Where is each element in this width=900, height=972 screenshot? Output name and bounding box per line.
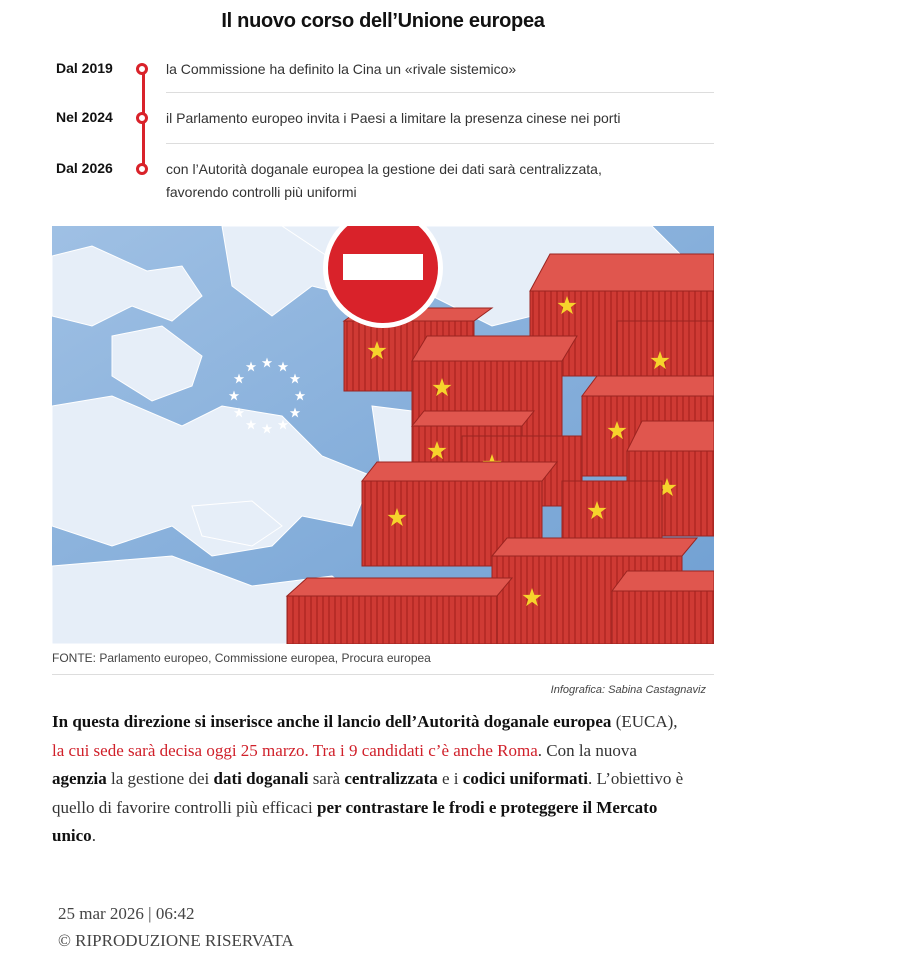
text-bold: per contrastare le frodi e proteggere il Mercato unico <box>52 797 658 845</box>
timeline-dot <box>136 63 148 75</box>
divider <box>52 674 714 675</box>
copyright-notice: © RIPRODUZIONE RISERVATA <box>58 931 294 950</box>
text-bold: dati doganali <box>213 769 309 788</box>
infographic-source: FONTE: Parlamento europeo, Commissione europea, Procura europea <box>52 651 431 665</box>
timeline-text: favorendo controlli più uniformi <box>166 184 357 200</box>
divider <box>166 143 714 144</box>
article-paragraph <box>52 708 692 851</box>
timeline-dot <box>136 163 148 175</box>
text-bold: In questa direzione si inserisce anche il lancio dell’Autorità doganale europea <box>52 712 612 731</box>
timeline-year: Dal 2019 <box>56 60 113 76</box>
timeline-text: la Commissione ha definito la Cina un «rivale sistemico» <box>166 61 517 77</box>
infographic-credit: Infografica: Sabina Castagnaviz <box>550 684 706 696</box>
text-bold: codici uniformati <box>462 769 588 788</box>
timeline-year: Nel 2024 <box>56 109 113 125</box>
timeline-dot <box>136 112 148 124</box>
text: la gestione dei <box>106 769 214 788</box>
timeline-year: Dal 2026 <box>56 160 113 176</box>
containers-illustration <box>52 226 714 644</box>
text: (EUCA), <box>611 712 678 731</box>
publish-date: 25 mar 2026 | 06:42 <box>58 904 195 923</box>
text: . Con la nuova <box>537 740 637 760</box>
text-highlight: la cui sede sarà decisa oggi 25 marzo. Tra i 9 candidati c’è anche Roma <box>52 740 538 760</box>
text: sarà <box>308 769 345 788</box>
text-bold: agenzia <box>52 769 107 788</box>
text: . <box>91 826 96 845</box>
divider <box>166 92 714 93</box>
timeline-text: con l’Autorità doganale europea la gestione dei dati sarà centralizzata, <box>166 161 602 177</box>
text: . L’obiettivo è quello di favorire controlli più efficaci <box>52 769 684 817</box>
infographic-title: Il nuovo corso dell’Unione europea <box>221 10 545 32</box>
text-bold: centralizzata <box>344 769 438 788</box>
text: e i <box>437 769 463 788</box>
timeline-text: il Parlamento europeo invita i Paesi a limitare la presenza cinese nei porti <box>166 110 621 126</box>
